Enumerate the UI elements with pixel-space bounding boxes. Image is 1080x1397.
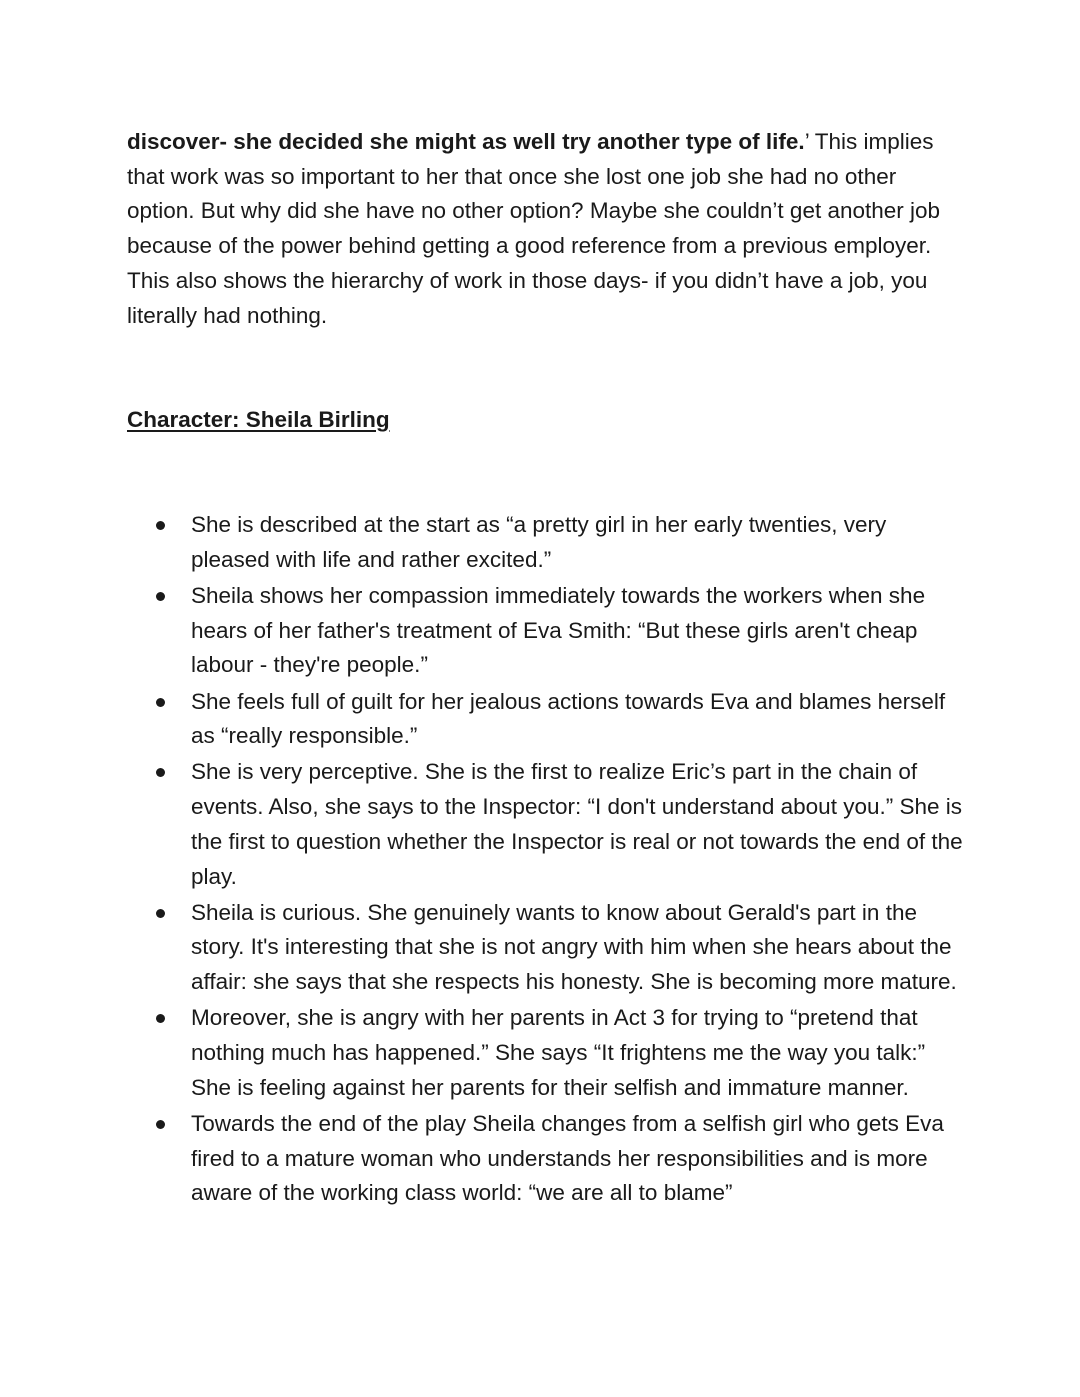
bullet-item bbox=[127, 508, 967, 577]
bullet-text: Sheila is curious. She genuinely wants to know about Gerald's part in the story. It's interesting that she is not angry with him when she hears about the affair: she says that she respects his honesty. She is becoming more mature. bbox=[191, 899, 957, 995]
bullet-text: She feels full of guilt for her jealous actions towards Eva and blames herself as “really responsible.” bbox=[191, 688, 946, 749]
intro-paragraph bbox=[127, 125, 967, 333]
bullet-item bbox=[127, 755, 967, 894]
bullet-dot-icon bbox=[156, 521, 165, 530]
bullet-item bbox=[127, 685, 967, 754]
bullet-text: She is very perceptive. She is the first to realize Eric’s part in the chain of events. Also, she says to the Inspector: “I don't understand about you.” She is the first to question whether the Inspector is real or not towards the end of the play. bbox=[191, 759, 963, 889]
bullet-text: Sheila shows her compassion immediately towards the workers when she hears of her father's treatment of Eva Smith: “But these girls aren't cheap labour - they're people.” bbox=[191, 582, 926, 678]
intro-bold-lead: discover- she decided she might as well try another type of life. bbox=[127, 129, 805, 154]
bullet-item bbox=[127, 896, 967, 1000]
intro-body-text: ’ This implies that work was so important to her that once she lost one job she had no other option. But why did she have no other option? Maybe she couldn’t get another job because of the power behind getting a good reference from a previous employer. This also shows the hierarchy of work in those days- if you didn’t have a job, you literally had nothing. bbox=[127, 129, 941, 328]
bullet-dot-icon bbox=[156, 698, 165, 707]
bullet-item bbox=[127, 1001, 967, 1105]
bullet-dot-icon bbox=[156, 909, 165, 918]
bullet-item bbox=[127, 1107, 967, 1211]
bullet-text: Moreover, she is angry with her parents in Act 3 for trying to “pretend that nothing much has happened.” She says “It frightens me the way you talk:” She is feeling against her parents for their selfish and immature manner. bbox=[191, 1005, 926, 1100]
bullet-text: Towards the end of the play Sheila changes from a selfish girl who gets Eva fired to a mature woman who understands her responsibilities and is more aware of the working class world: “we are all to blame” bbox=[191, 1110, 944, 1206]
bullet-item bbox=[127, 579, 967, 683]
document-page bbox=[127, 125, 967, 1206]
bullet-dot-icon bbox=[156, 1014, 165, 1023]
bullet-list bbox=[127, 508, 967, 1213]
section-heading: Character: Sheila Birling bbox=[127, 407, 390, 432]
bullet-dot-icon bbox=[156, 592, 165, 601]
bullet-text: She is described at the start as “a pretty girl in her early twenties, very pleased with life and rather excited.” bbox=[191, 512, 887, 572]
bullet-dot-icon bbox=[156, 768, 165, 777]
bullet-dot-icon bbox=[156, 1120, 165, 1129]
